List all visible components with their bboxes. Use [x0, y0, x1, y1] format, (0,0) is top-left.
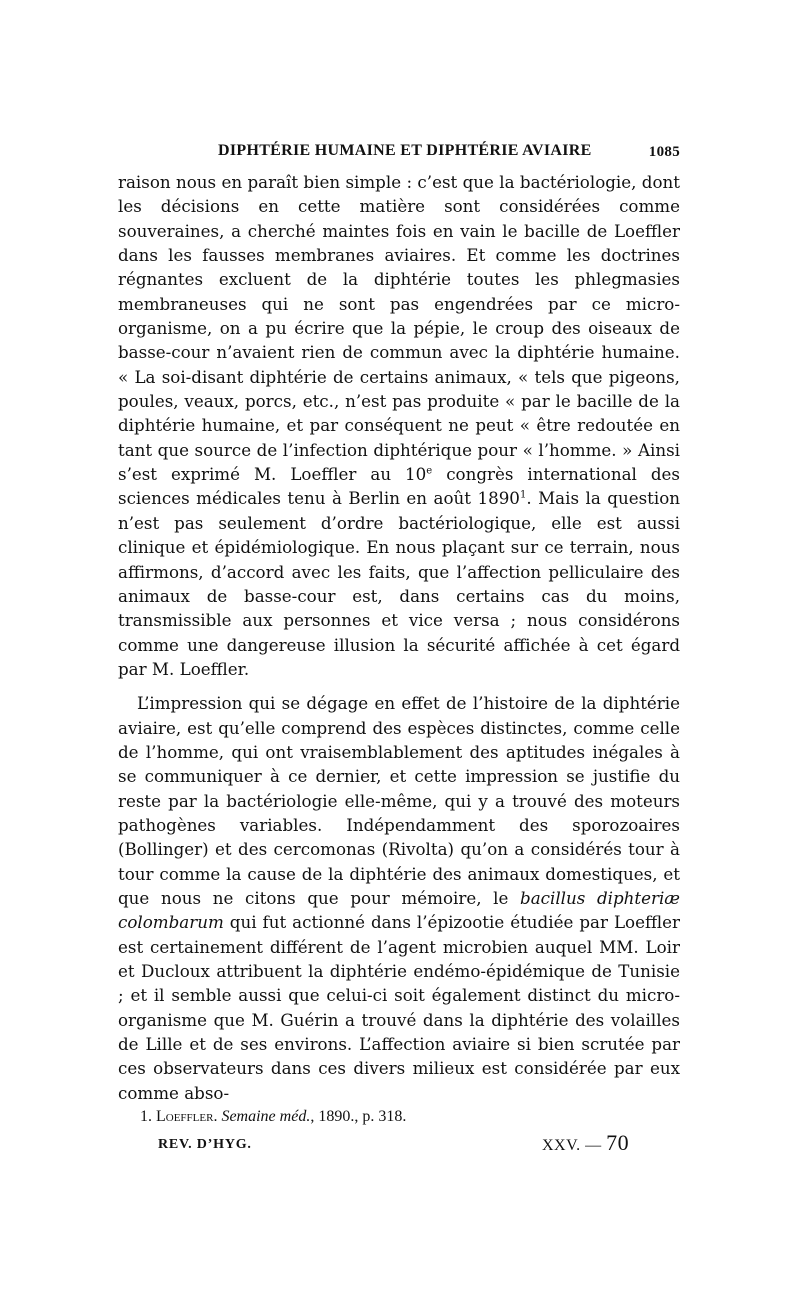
footnote	[140, 1108, 406, 1126]
paragraph-1-text-b: congrès international des sciences médicales tenu à Berlin en août 1890	[118, 464, 680, 509]
species-name-italic: bacillus diphteriæ colombarum	[118, 887, 680, 933]
signature-number: 70	[606, 1130, 630, 1155]
paragraph-2-text-b: qui fut actionné dans l’épizootie étudiée par Loeffler est certainement différent de l’agent microbien auquel MM. Loir et Ducloux attribuent la diphtérie endémo-épidémique de Tunisie ; et il semble aussi que celui-ci soit également distinct du micro-organisme que M. Guérin a trouvé dans la diphtérie des volailles de Lille et de ses environs. L’affection aviaire si bien scrutée par ces observateurs dans ces divers milieux est considérée par eux comme abso-	[118, 912, 680, 1103]
page-number: 1085	[648, 144, 680, 160]
signature-journal: REV. D’HYG.	[158, 1137, 252, 1152]
paragraph-1-text-a: raison nous en paraît bien simple : c’est que la bactériologie, dont les décisions en cette matière sont considérées comme souveraines, a cherché maintes fois en vain le bacille de Loeffler dans les fausses membranes aviaires. Et comme les doctrines régnantes excluent de la diphtérie toutes les phlegmasies membraneuses qui ne sont pas engendrées par ce micro-organisme, on a pu écrire que la pépie, le croup des oiseaux de basse-cour n’avaient rien de commun avec la diphtérie humaine. « La soi-disant diphtérie de certains animaux, « tels que pigeons, poules, veaux, porcs, etc., n’est pas produite « par le bacille de la diphtérie humaine, et par conséquent ne peut « être redoutée en tant que source de l’infection diphtérique pour « l’homme. » Ainsi s’est exprimé M. Loeffler au 10	[118, 172, 680, 485]
footnote-source: Semaine méd.	[221, 1108, 311, 1125]
running-header	[118, 140, 680, 164]
signature-volume: XXV. —	[542, 1137, 602, 1154]
footnote-marker: 1.	[140, 1108, 152, 1125]
footnote-reference: 1	[519, 489, 527, 501]
running-title: DIPHTÉRIE HUMAINE ET DIPHTÉRIE AVIAIRE	[218, 142, 592, 159]
paragraph-1-text-c: . Mais la question n’est pas seulement d’ordre bactériologique, elle est aussi clinique et épidémiologique. En nous plaçant sur ce terrain, nous affirmons, d’accord avec les faits, que l’affection pelliculaire des animaux de basse-cour est, dans certains cas du moins, transmissible aux personnes et vice versa ; nous considérons comme une dangereuse illusion la sécurité affichée à cet égard par M. Loeffler.	[118, 488, 680, 679]
paragraph-2	[118, 691, 680, 1105]
page	[118, 140, 680, 1105]
paragraph-1	[118, 170, 680, 681]
ordinal-superscript: e	[426, 465, 433, 477]
footnote-author: Loeffler.	[156, 1108, 218, 1125]
signature-sheet	[542, 1130, 629, 1156]
footnote-rest: , 1890., p. 318.	[310, 1108, 407, 1125]
paragraph-2-text-a: L’impression qui se dégage en effet de l’histoire de la diphtérie aviaire, est qu’elle comprend des espèces distinctes, comme celle de l’homme, qui ont vraisemblablement des aptitudes inégales à se communiquer à ce dernier, et cette impression se justifie du reste par la bactériologie elle-même, qui y a trouvé des moteurs pathogènes variables. Indépendamment des sporozoaires (Bollinger) et des cercomonas (Rivolta) qu’on a considérés tour à tour comme la cause de la diphtérie des animaux domestiques, et que nous ne citons que pour mémoire, le	[118, 693, 680, 908]
body-text	[118, 170, 680, 1105]
